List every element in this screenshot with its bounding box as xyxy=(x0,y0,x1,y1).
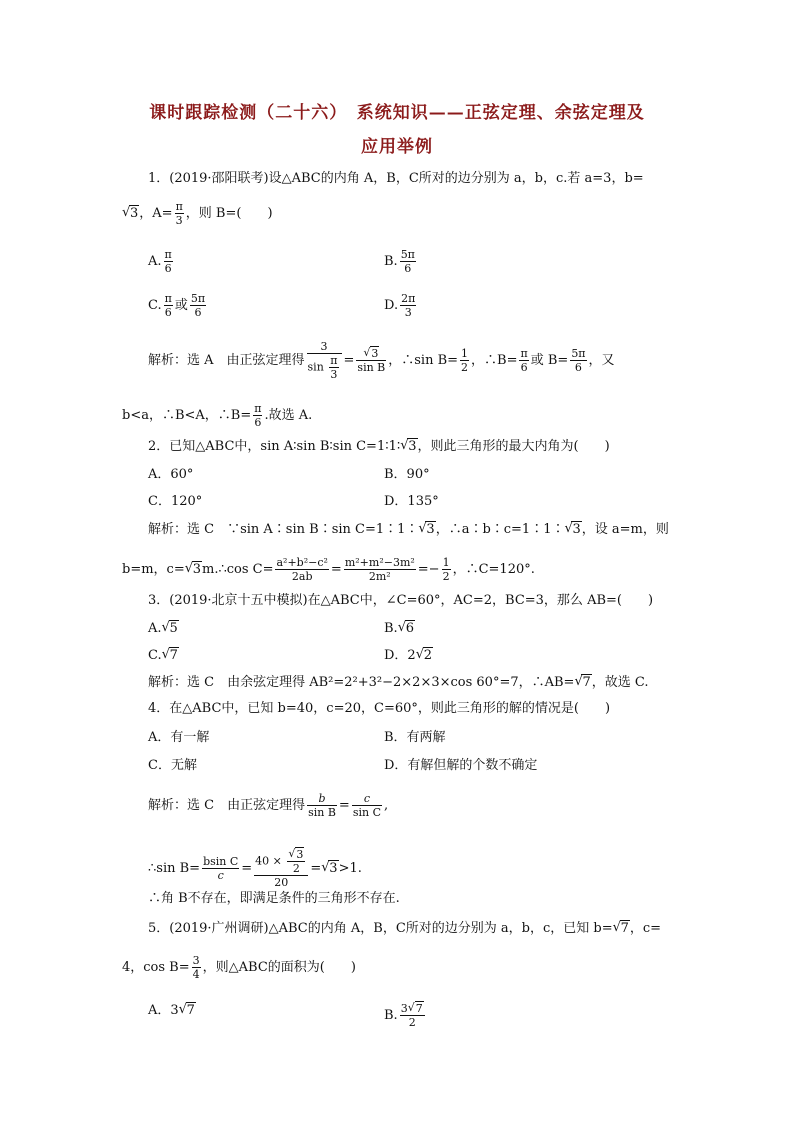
q5-option-a: A．3 √ 7 xyxy=(148,1002,195,1018)
q4-solution-line2: ∴sin B= $\frac{\text{bsin C}}{c}$ = 40 × √ 3 2 20 = √ 3>1. xyxy=(148,847,362,889)
q4-option-a: A．有一解 xyxy=(148,730,210,745)
q2-option-d: D．135° xyxy=(384,494,439,509)
q3-solution: 解析：选 C 由余弦定理得 AB²=2²+3²−2×2×3×cos 60°=7，∴AB= √ 7，故选 C. xyxy=(148,674,649,690)
q1-stem-line1: 1．(2019·邵阳联考)设△ABC的内角 A，B，C所对的边分别为 a，b，c.若 a=3，b= xyxy=(148,171,644,186)
q4-option-b: B．有两解 xyxy=(384,730,446,745)
title-line-1: 课时跟踪检测（二十六） 系统知识——正弦定理、余弦定理及 xyxy=(149,103,645,123)
q1-option-b: B. $\frac{5\pi}{6}$ xyxy=(384,248,415,275)
q2-solution-line1: 解析：选 C ∵sin A∶sin B∶sin C=1∶1∶ √ 3，∴a∶b∶c=1∶1∶ √ 3，设 a=m，则 xyxy=(148,521,669,537)
q4-solution-line1: 解析：选 C 由正弦定理得 $\frac{b}{\text{sin B}}$ = $\frac{c}{\text{sin C}}$ , xyxy=(148,792,389,819)
q1-option-d: D. $\frac{2\pi}{3}$ xyxy=(384,292,416,319)
q1-solution-line2: b<a，∴B<A，∴B= $\frac{\pi}{6}$ .故选 A. xyxy=(122,402,313,429)
q1-stem-line2: √ 3，A= $\frac{\pi}{3}$ ，则 B=( ) xyxy=(122,200,273,227)
q3-stem: 3．(2019·北京十五中模拟)在△ABC中，∠C=60°，AC=2，BC=3，那么 AB=( ) xyxy=(148,593,654,608)
sqrt-3: √ 3 xyxy=(122,205,139,221)
q3-option-d: D．2 √ 2 xyxy=(384,647,432,663)
title-line-2: 应用举例 xyxy=(361,137,433,157)
q4-option-d: D．有解但解的个数不确定 xyxy=(384,758,538,773)
q5-option-b: B. 3 √ 7 2 xyxy=(384,1001,423,1029)
q3-option-c: C. √ 7 xyxy=(148,647,178,663)
q1-solution-line1: 解析：选 A 由正弦定理得 3 sin $\frac{\pi}{3}$ = √ 3 sin B ，∴sin B= $\frac{1}{2}$ ，∴B= $\frac{\pi}{6}$ 或 B= $\frac{5\pi}{6}$ ，又 xyxy=(148,340,615,381)
q1-option-c: C. $\frac{\pi}{6}$ 或 $\frac{5\pi}{6}$ xyxy=(148,292,206,319)
fraction-pi-3: $\frac{\pi}{3}$ xyxy=(175,200,183,227)
q2-option-c: C．120° xyxy=(148,494,203,509)
q4-solution-line3: ∴角 B不存在，即满足条件的三角形不存在. xyxy=(148,891,400,906)
q1-option-a: A. $\frac{\pi}{6}$ xyxy=(148,248,172,275)
q2-stem: 2．已知△ABC中，sin A∶sin B∶sin C=1∶1∶ √ 3，则此三角形的最大内角为( ) xyxy=(148,438,610,454)
q4-option-c: C．无解 xyxy=(148,758,197,773)
q3-option-a: A. √ 5 xyxy=(148,620,178,636)
q2-option-b: B．90° xyxy=(384,467,430,482)
q2-option-a: A．60° xyxy=(148,467,194,482)
q2-solution-line2: b=m，c= √ 3m.∴cos C= $\frac{\text{a²+b²−c²}}{2ab}$ = $\frac{\text{m²+m²−3m²}}{\text{2m²}}$ =− $\frac{1}{2}$ ，∴C=120°. xyxy=(122,556,535,583)
q5-stem-line2: 4，cos B= $\frac{3}{4}$ ，则△ABC的面积为( ) xyxy=(122,954,356,981)
q5-stem-line1: 5．(2019·广州调研)△ABC的内角 A，B，C所对的边分别为 a，b，c，已知 b= √ 7，c= xyxy=(148,920,662,936)
q3-option-b: B. √ 6 xyxy=(384,620,414,636)
q4-stem: 4．在△ABC中，已知 b=40，c=20，C=60°，则此三角形的解的情况是( ) xyxy=(148,701,611,716)
